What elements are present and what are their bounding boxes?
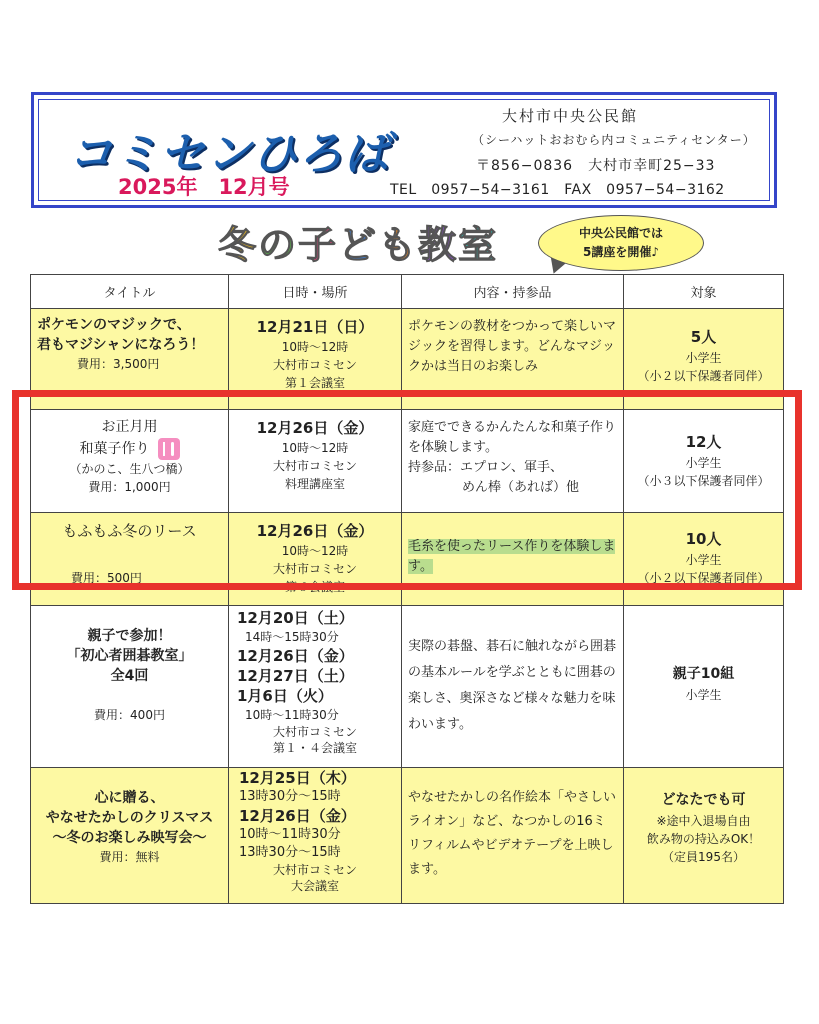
row5-capacity: どなたでも可 (661, 792, 746, 808)
title-char: ど (338, 223, 379, 267)
row4-title-line2: 「初心者囲碁教室」 (66, 648, 193, 664)
row1-fee: 費用：3,500円 (77, 357, 160, 371)
row4-desc: 実際の碁盤、碁石に触れながら囲碁の基本ルールを学ぶとともに囲碁の楽しさ、奥深さなど様々な魅力を味わいます。 (408, 639, 617, 732)
row5-place2: 大会議室 (290, 879, 339, 893)
row1-title-line2: 君もマジシャンになろう！ (37, 337, 205, 353)
row2-desc1: 家庭でできるかんたんな和菓子作りを体験します。 (408, 420, 617, 455)
row2-place1: 大村市コミセン (272, 459, 357, 473)
row1-date-cell (229, 309, 402, 410)
row3-date: 12月26日（金） (256, 522, 374, 540)
title-char: 子 (298, 223, 339, 267)
row4-grade: 小学生 (685, 688, 722, 702)
row5-title-line3: 〜冬のお楽しみ映写会〜 (52, 830, 207, 846)
row5-time2: 10時〜11時30分 (239, 827, 341, 842)
row3-time: 10時〜12時 (281, 544, 349, 558)
row3-fee: 費用：500円 (71, 571, 142, 585)
row4-place2: 第１・４会議室 (272, 741, 357, 755)
newsletter-header (31, 92, 777, 208)
org-subtitle: （シーハットおおむら内コミュニティセンター） (472, 133, 756, 147)
row5-note3: （定員195名） (662, 850, 745, 864)
row2-title-line1: お正月用 (101, 419, 158, 435)
table-row (31, 410, 784, 513)
row4-date1: 12月20日（土） (237, 609, 354, 627)
header-target: 対象 (624, 275, 784, 309)
row3-title: もふもふ冬のリース (62, 522, 197, 540)
row4-date2: 12月26日（金） (237, 647, 354, 665)
row4-date3: 12月27日（土） (237, 667, 354, 685)
newsletter-logo: コミセンひろば (68, 127, 391, 180)
header-title: タイトル (31, 275, 229, 309)
row4-title-line1: 親子で参加！ (87, 628, 172, 644)
row5-fee: 費用：無料 (99, 850, 160, 864)
row5-desc: やなせたかしの名作絵本「やさしいライオン」など、なつかしの16ミリフィルムやビデオテープを上映します。 (408, 790, 617, 877)
row3-place2: 第６会議室 (284, 580, 345, 594)
row5-note2: 飲み物の持込みOK！ (646, 832, 761, 846)
row1-capacity: 5人 (690, 328, 717, 346)
row3-title-cell (31, 513, 229, 606)
row1-desc-cell (402, 309, 624, 410)
row5-title-line1: 心に贈る、 (94, 790, 165, 806)
row3-note: （小２以下保護者同伴） (637, 571, 770, 585)
title-char: 室 (458, 223, 499, 267)
row5-place1: 大村市コミセン (272, 863, 357, 877)
row2-date-cell (229, 410, 402, 513)
org-phone: TEL 0957−54−3161 FAX 0957−54−3162 (390, 182, 725, 198)
row5-time1: 13時30分〜15時 (239, 789, 341, 804)
row2-place2: 料理講座室 (284, 477, 345, 491)
org-address: 〒856−0836 大村市幸町25−33 (476, 158, 716, 174)
title-char: 冬 (218, 223, 259, 267)
row4-target-cell (624, 606, 784, 768)
table-row (31, 768, 784, 904)
org-name: 大村市中央公民館 (502, 107, 639, 125)
row1-target-cell (624, 309, 784, 410)
row2-title-line2: 和菓子作り (79, 441, 150, 457)
table-header-row (31, 275, 784, 309)
row5-date2: 12月26日（金） (239, 807, 356, 825)
row5-date1: 12月25日（木） (239, 769, 356, 787)
row3-desc: 毛糸を使ったリース作りを体験します。 (408, 539, 616, 574)
row1-place1: 大村市コミセン (272, 358, 357, 372)
row3-desc-cell (402, 513, 624, 606)
row5-date-cell (229, 768, 402, 904)
row1-date: 12月21日（日） (256, 318, 374, 336)
row1-place2: 第１会議室 (284, 376, 345, 390)
row4-time1: 14時〜15時30分 (245, 630, 339, 644)
row1-desc: ポケモンの教材をつかって楽しいマジックを習得します。どんなマジックかは当日のお楽しみ (408, 319, 617, 374)
table-row (31, 513, 784, 606)
row1-time: 10時〜12時 (281, 340, 349, 354)
row5-desc-cell (402, 768, 624, 904)
row4-desc-cell (402, 606, 624, 768)
row3-grade: 小学生 (685, 553, 722, 567)
row2-fee: 費用：1,000円 (88, 480, 171, 494)
row2-title-cell (31, 410, 229, 513)
row2-note: （小３以下保護者同伴） (637, 474, 770, 488)
row1-note: （小２以下保護者同伴） (637, 369, 770, 383)
row3-place1: 大村市コミセン (272, 562, 357, 576)
table-row (31, 309, 784, 410)
row5-title-cell (31, 768, 229, 904)
issue-date: 2025年 12月号 (118, 175, 290, 199)
row2-target-cell (624, 410, 784, 513)
row5-target-cell (624, 768, 784, 904)
row2-time: 10時〜12時 (281, 441, 349, 455)
row3-capacity: 10人 (685, 530, 722, 548)
page-title (218, 214, 498, 269)
row2-grade: 小学生 (685, 456, 722, 470)
row3-date-cell (229, 513, 402, 606)
row4-title-cell (31, 606, 229, 768)
row1-grade: 小学生 (685, 351, 722, 365)
schedule-table (30, 274, 784, 904)
title-char: も (378, 223, 419, 267)
bubble-line-1: 中央公民館では (578, 226, 663, 240)
title-char: 教 (418, 223, 459, 267)
row4-capacity: 親子10組 (672, 666, 735, 682)
row1-title-line1: ポケモンのマジックで、 (37, 317, 191, 333)
row5-note1: ※途中入退場自由 (656, 814, 751, 828)
row5-time3: 13時30分〜15時 (239, 845, 341, 860)
row4-title-line3: 全4回 (110, 668, 149, 684)
row2-desc-cell (402, 410, 624, 513)
row3-target-cell (624, 513, 784, 606)
title-char: の (258, 223, 299, 267)
row2-desc2: 持参品：エプロン、軍手、 (408, 460, 563, 475)
row2-capacity: 12人 (685, 433, 722, 451)
header-content: 内容・持参品 (402, 275, 624, 309)
row4-place1: 大村市コミセン (272, 725, 357, 739)
row1-title-cell (31, 309, 229, 410)
row4-time2: 10時〜11時30分 (245, 708, 339, 722)
bubble-line-2: 5講座を開催♪ (582, 245, 659, 259)
header-datetime: 日時・場所 (229, 275, 402, 309)
row2-desc3: めん棒（あれば）他 (462, 480, 580, 495)
row4-date-cell (229, 606, 402, 768)
row4-fee: 費用：400円 (94, 708, 165, 722)
row5-title-line2: やなせたかしのクリスマス (45, 810, 214, 826)
row2-title-line3: （かのこ、生八つ橋） (69, 462, 190, 476)
row2-date: 12月26日（金） (256, 419, 374, 437)
row4-date4: 1月6日（火） (237, 687, 333, 705)
table-row (31, 606, 784, 768)
fork-knife-icon (158, 438, 180, 460)
